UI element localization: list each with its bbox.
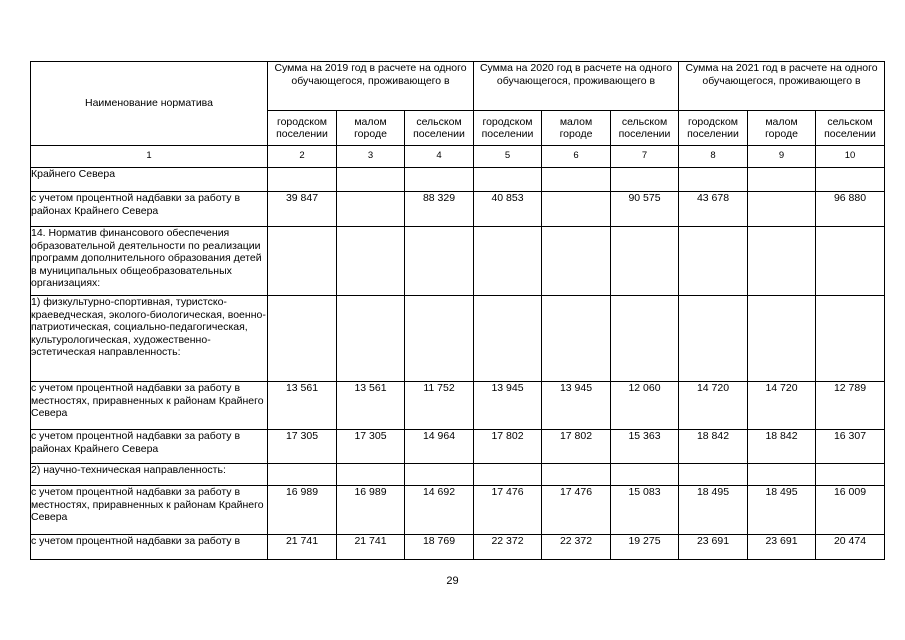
norm-name-cell: с учетом процентной надбавки за работу в районах Крайнего Севера (31, 430, 268, 464)
value-cell: 19 275 (611, 535, 679, 560)
value-cell (337, 192, 405, 227)
value-cell: 18 842 (679, 430, 748, 464)
value-cell: 17 305 (337, 430, 405, 464)
column-number: 6 (542, 146, 611, 168)
value-cell (474, 227, 542, 296)
norm-name-cell: 2) научно-техническая направленность: (31, 464, 268, 486)
value-cell (474, 464, 542, 486)
value-cell (748, 464, 816, 486)
header-row-years (31, 62, 885, 111)
value-cell (337, 464, 405, 486)
value-cell: 23 691 (748, 535, 816, 560)
value-cell: 40 853 (474, 192, 542, 227)
value-cell: 13 945 (474, 382, 542, 430)
norm-name-cell: с учетом процентной надбавки за работу в местностях, приравненных к районам Крайнего Севера (31, 382, 268, 430)
value-cell (268, 296, 337, 382)
norm-name-cell: 14. Норматив финансового обеспечения образовательной деятельности по реализации программ дополнительного образования детей в муниципальных общеобразовательных организациях: (31, 227, 268, 296)
value-cell: 18 495 (748, 486, 816, 535)
value-cell (542, 464, 611, 486)
column-number: 5 (474, 146, 542, 168)
value-cell (816, 296, 885, 382)
value-cell (816, 464, 885, 486)
value-cell (611, 227, 679, 296)
value-cell (542, 296, 611, 382)
table-row (31, 535, 885, 560)
column-number: 7 (611, 146, 679, 168)
norm-name-cell: с учетом процентной надбавки за работу в районах Крайнего Севера (31, 192, 268, 227)
value-cell (748, 296, 816, 382)
value-cell: 16 009 (816, 486, 885, 535)
column-number: 2 (268, 146, 337, 168)
column-number: 10 (816, 146, 885, 168)
value-cell (679, 296, 748, 382)
value-cell: 96 880 (816, 192, 885, 227)
page-number: 29 (446, 575, 459, 587)
value-cell: 43 678 (679, 192, 748, 227)
column-number: 4 (405, 146, 474, 168)
year-2020-header: Сумма на 2020 год в расчете на одного обучающегося, проживающего в (474, 62, 679, 111)
norms-table (30, 61, 885, 560)
norm-name-cell: 1) физкультурно-спортивная, туристско-краеведческая, эколого-биологическая, военно-патриотическая, социально-педагогическая, культурологическая, художественно-эстетическая направленность: (31, 296, 268, 382)
value-cell: 14 964 (405, 430, 474, 464)
year-2021-header: Сумма на 2021 год в расчете на одного обучающегося, проживающего в (679, 62, 885, 111)
value-cell: 17 802 (542, 430, 611, 464)
value-cell: 17 476 (542, 486, 611, 535)
value-cell: 14 692 (405, 486, 474, 535)
value-cell: 20 474 (816, 535, 885, 560)
value-cell: 22 372 (542, 535, 611, 560)
settlement-type-header: городском поселении (679, 111, 748, 146)
value-cell: 18 842 (748, 430, 816, 464)
value-cell: 16 989 (268, 486, 337, 535)
value-cell: 11 752 (405, 382, 474, 430)
table-row (31, 227, 885, 296)
value-cell (474, 168, 542, 192)
value-cell: 21 741 (268, 535, 337, 560)
value-cell (542, 227, 611, 296)
value-cell (405, 464, 474, 486)
value-cell: 17 476 (474, 486, 542, 535)
table-row (31, 168, 885, 192)
value-cell: 21 741 (337, 535, 405, 560)
table-body (31, 168, 885, 560)
value-cell (268, 227, 337, 296)
column-number-row (31, 146, 885, 168)
settlement-type-header: городском поселении (268, 111, 337, 146)
value-cell (748, 227, 816, 296)
value-cell (268, 168, 337, 192)
value-cell: 13 945 (542, 382, 611, 430)
value-cell (474, 296, 542, 382)
settlement-type-header: сельском поселении (816, 111, 885, 146)
value-cell: 12 060 (611, 382, 679, 430)
value-cell (611, 168, 679, 192)
table-row (31, 382, 885, 430)
value-cell (679, 464, 748, 486)
settlement-type-header: сельском поселении (405, 111, 474, 146)
table-row (31, 464, 885, 486)
value-cell (816, 168, 885, 192)
value-cell (542, 192, 611, 227)
value-cell: 13 561 (337, 382, 405, 430)
value-cell: 39 847 (268, 192, 337, 227)
value-cell: 12 789 (816, 382, 885, 430)
value-cell (816, 227, 885, 296)
value-cell (611, 464, 679, 486)
settlement-type-header: малом городе (337, 111, 405, 146)
value-cell: 15 363 (611, 430, 679, 464)
value-cell (405, 227, 474, 296)
value-cell: 88 329 (405, 192, 474, 227)
table-row (31, 296, 885, 382)
value-cell (337, 227, 405, 296)
settlement-type-header: городском поселении (474, 111, 542, 146)
value-cell (542, 168, 611, 192)
value-cell: 15 083 (611, 486, 679, 535)
value-cell: 17 802 (474, 430, 542, 464)
value-cell (679, 227, 748, 296)
value-cell (405, 296, 474, 382)
value-cell (268, 464, 337, 486)
value-cell: 16 989 (337, 486, 405, 535)
value-cell: 18 769 (405, 535, 474, 560)
value-cell (748, 192, 816, 227)
value-cell (748, 168, 816, 192)
value-cell: 22 372 (474, 535, 542, 560)
value-cell: 23 691 (679, 535, 748, 560)
value-cell (337, 168, 405, 192)
value-cell: 17 305 (268, 430, 337, 464)
value-cell: 14 720 (748, 382, 816, 430)
norm-name-cell: Крайнего Севера (31, 168, 268, 192)
settlement-type-header: малом городе (748, 111, 816, 146)
value-cell: 18 495 (679, 486, 748, 535)
name-column-header: Наименование норматива (31, 62, 268, 146)
value-cell: 13 561 (268, 382, 337, 430)
value-cell: 90 575 (611, 192, 679, 227)
column-number: 3 (337, 146, 405, 168)
table-row (31, 486, 885, 535)
settlement-type-header: малом городе (542, 111, 611, 146)
table-row (31, 430, 885, 464)
norm-name-cell: с учетом процентной надбавки за работу в (31, 535, 268, 560)
column-number: 8 (679, 146, 748, 168)
table-row (31, 192, 885, 227)
norm-name-cell: с учетом процентной надбавки за работу в местностях, приравненных к районам Крайнего Севера (31, 486, 268, 535)
settlement-type-header: сельском поселении (611, 111, 679, 146)
value-cell (405, 168, 474, 192)
value-cell: 14 720 (679, 382, 748, 430)
value-cell (337, 296, 405, 382)
column-number: 9 (748, 146, 816, 168)
column-number: 1 (31, 146, 268, 168)
value-cell: 16 307 (816, 430, 885, 464)
year-2019-header: Сумма на 2019 год в расчете на одного обучающегося, проживающего в (268, 62, 474, 111)
value-cell (679, 168, 748, 192)
value-cell (611, 296, 679, 382)
